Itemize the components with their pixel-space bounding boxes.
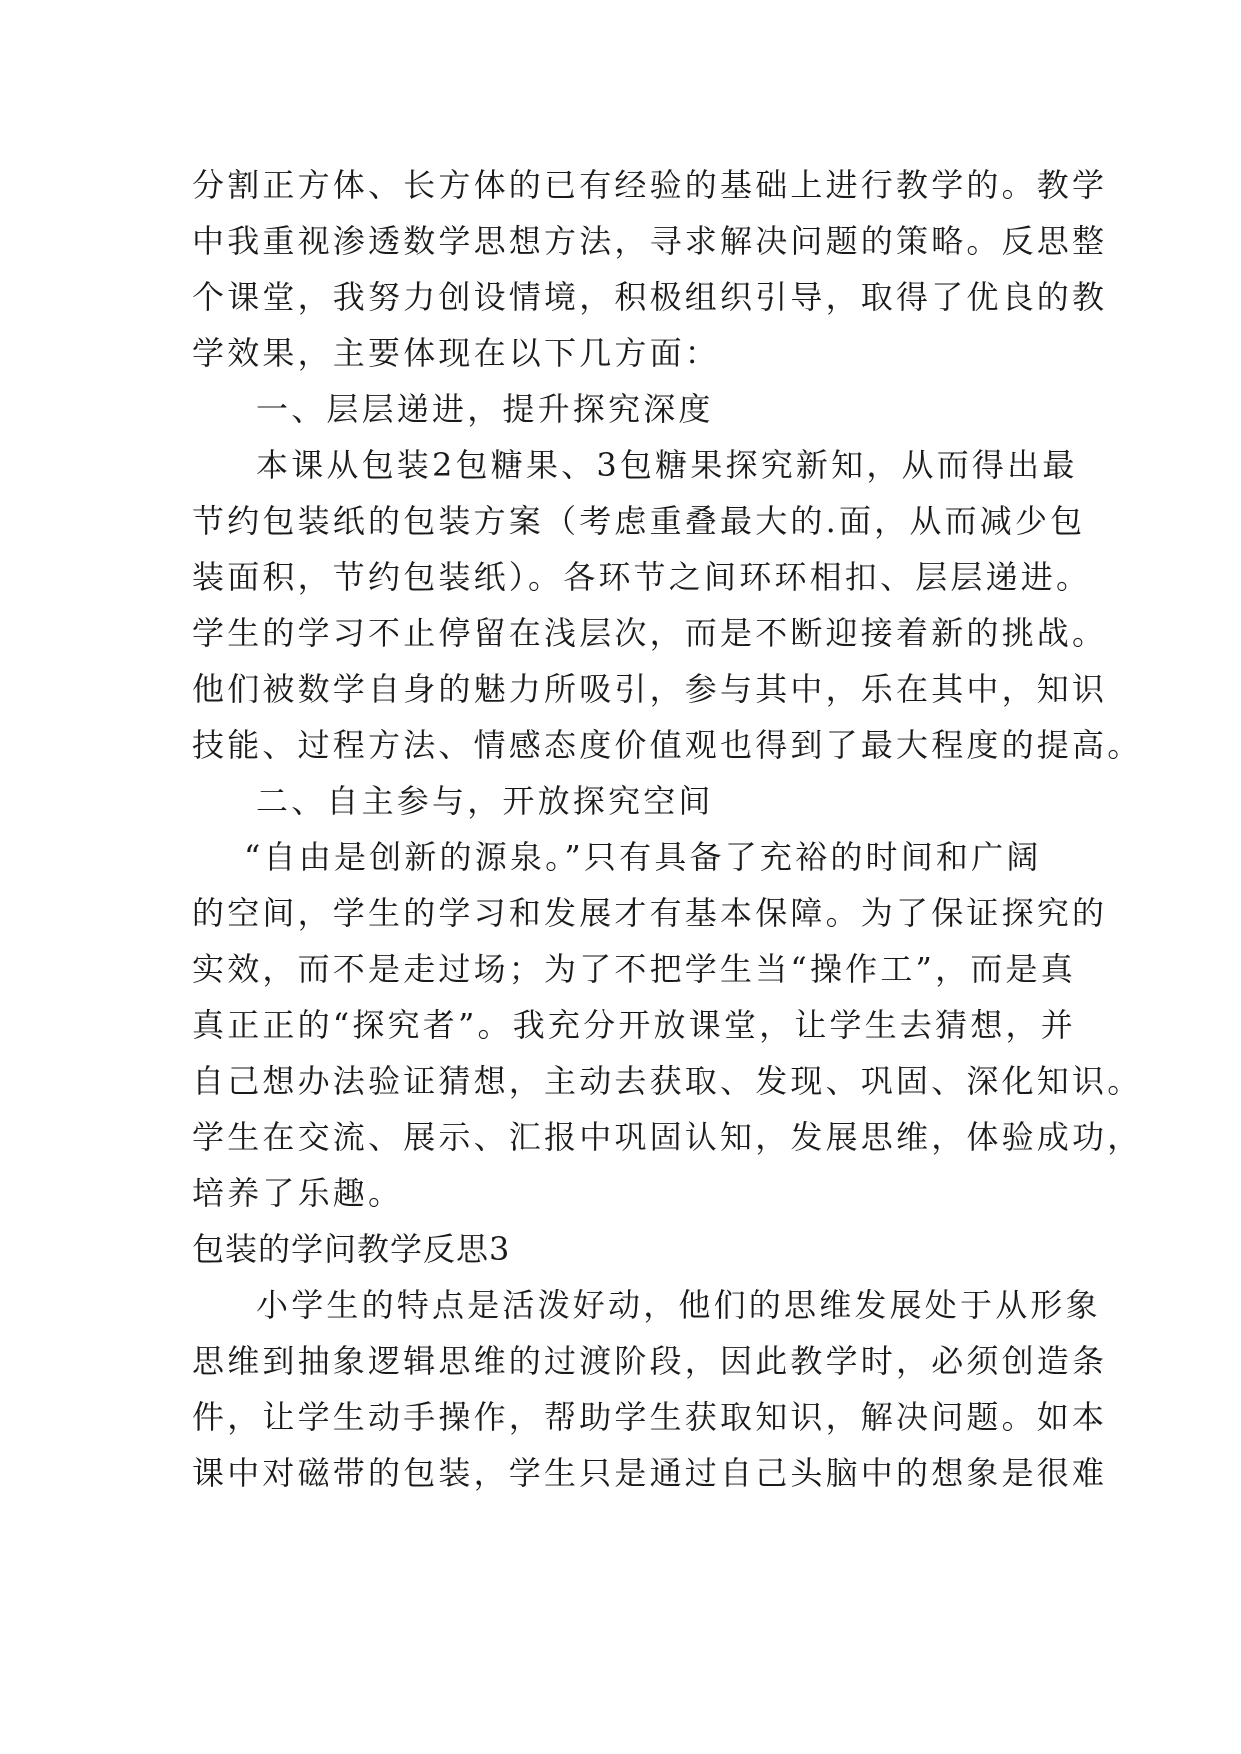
paragraph-line: 真正正的“探究者”。我充分开放课堂，让学生去猜想，并 [192,1006,1076,1044]
paragraph-line: “自由是创新的源泉。”只有具备了充裕的时间和广阔 [244,838,1042,876]
paragraph-line: 装面积，节约包装纸）。各环节之间环环相扣、层层递进。 [192,558,1092,596]
paragraph-line: 的空间，学生的学习和发展才有基本保障。为了保证探究的 [192,894,1108,932]
paragraph-line: 技能、过程方法、情感态度价值观也得到了最大程度的提高。 [192,726,1143,764]
paragraph-line: 中我重视渗透数学思想方法，寻求解决问题的策略。反思整 [192,222,1108,260]
paragraph-line: 本课从包装2包糖果、3包糖果探究新知，从而得出最 [256,446,1078,484]
paragraph-line: 培养了乐趣。 [192,1174,404,1212]
section-heading: 一、层层递进，提升探究深度 [256,390,714,428]
paragraph-line: 学生在交流、展示、汇报中巩固认知，发展思维，体验成功， [192,1118,1143,1156]
paragraph-line: 思维到抽象逻辑思维的过渡阶段，因此教学时，必须创造条 [192,1342,1108,1380]
paragraph-line: 学效果，主要体现在以下几方面： [192,334,721,372]
paragraph-line: 节约包装纸的包装方案（考虑重叠最大的.面，从而减少包 [192,502,1086,540]
paragraph-line: 自己想办法验证猜想，主动去获取、发现、巩固、深化知识。 [192,1062,1143,1100]
paragraph-line: 件，让学生动手操作，帮助学生获取知识，解决问题。如本 [192,1398,1108,1436]
section-heading: 二、自主参与，开放探究空间 [256,782,714,820]
paragraph-line: 分割正方体、长方体的已有经验的基础上进行教学的。教学 [192,166,1108,204]
paragraph-line: 课中对磁带的包装，学生只是通过自己头脑中的想象是很难 [192,1454,1108,1492]
paragraph-line: 实效，而不是走过场；为了不把学生当“操作工”，而是真 [192,950,1076,988]
paragraph-line: 学生的学习不止停留在浅层次，而是不断迎接着新的挑战。 [192,614,1108,652]
document-title: 包装的学问教学反思3 [192,1230,511,1268]
paragraph-line: 小学生的特点是活泼好动，他们的思维发展处于从形象 [256,1286,1101,1324]
paragraph-line: 个课堂，我努力创设情境，积极组织引导，取得了优良的教 [192,278,1108,316]
paragraph-line: 他们被数学自身的魅力所吸引，参与其中，乐在其中，知识 [192,670,1108,708]
